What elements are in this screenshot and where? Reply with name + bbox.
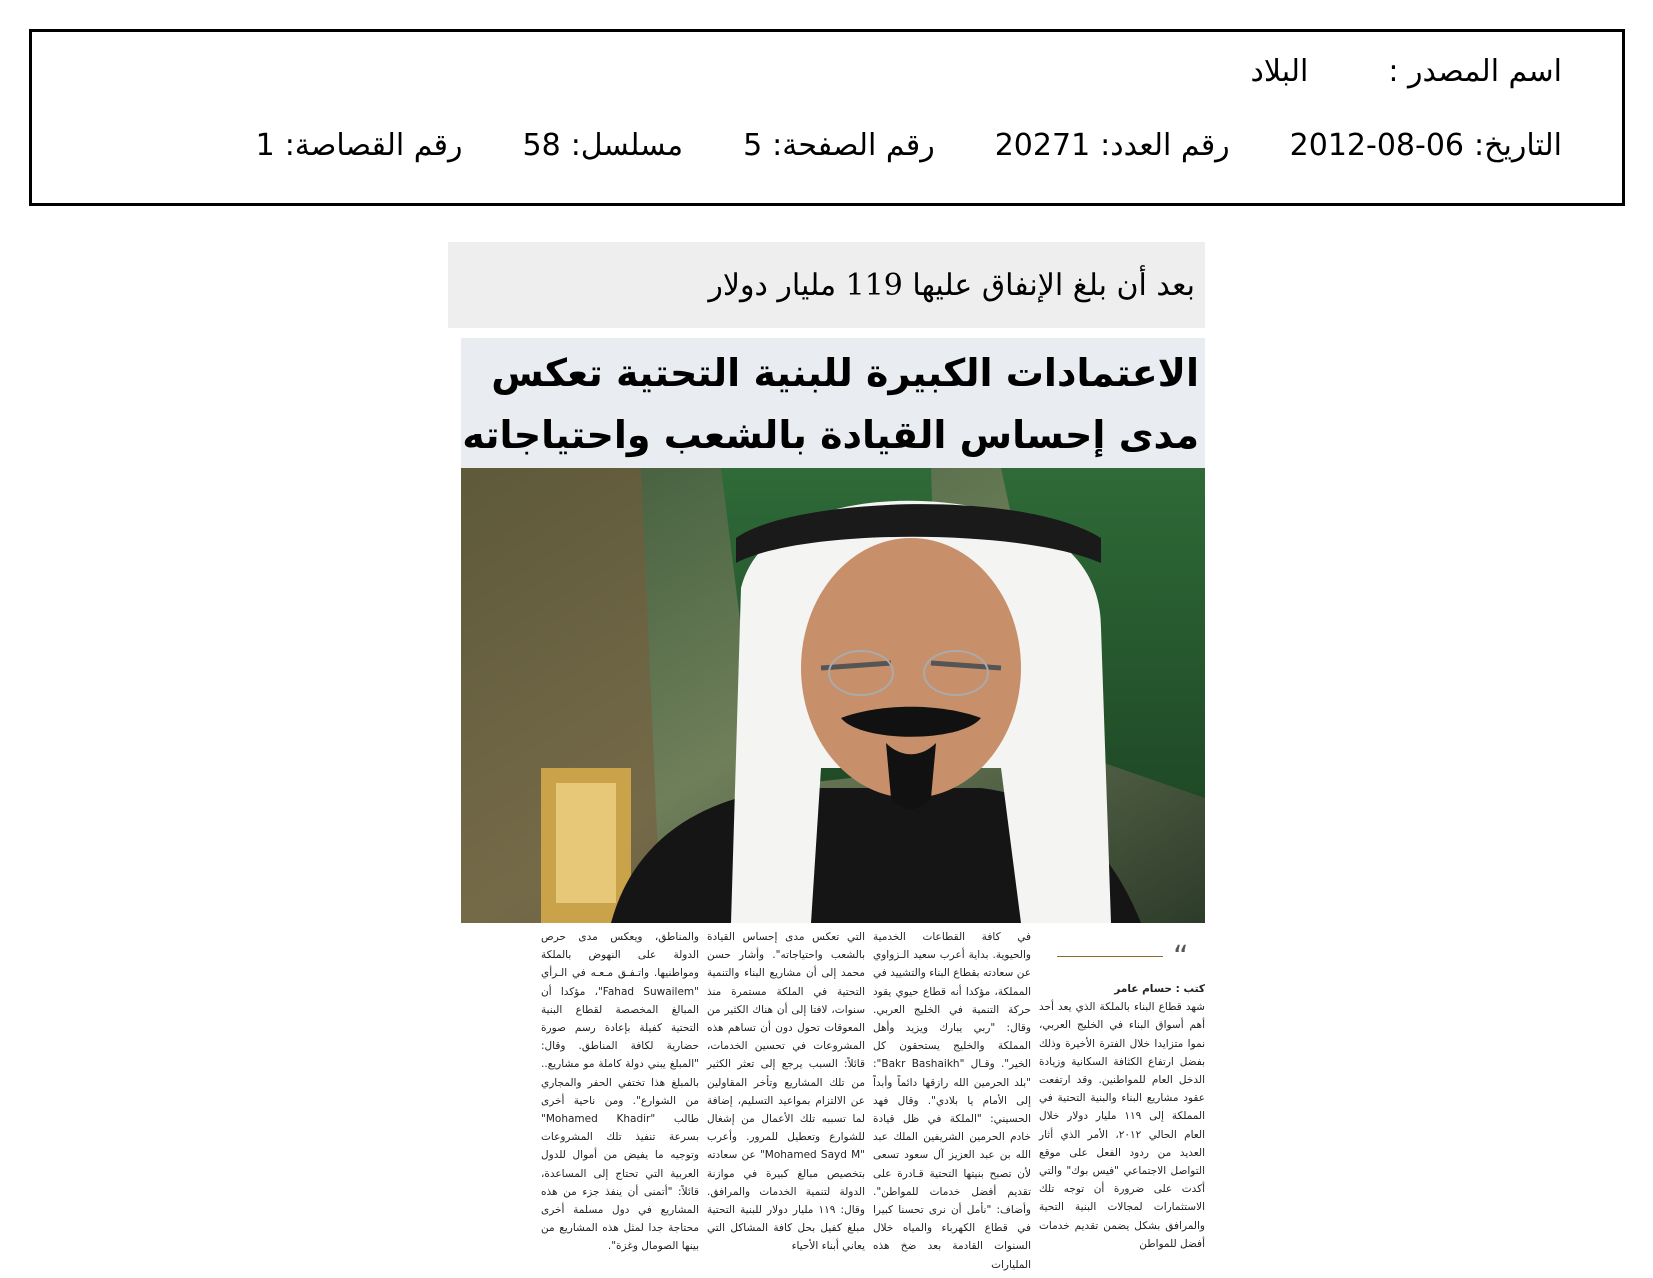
headline-line-1: الاعتمادات الكبيرة للبنية التحتية تعكس [491, 351, 1199, 395]
serial-label: مسلسل: [570, 128, 684, 163]
article-column-2: في كافة القطاعات الخدمية والحيوية. بداية أعرب سعيد الـزواوي عن سعادته بقطاع البناء والتشييد في المملكة، مؤكدا أنه قطاع حيوي يقود حركة التنمية في الخليج العربي. وقال: "ربي يبارك ويزيد وأهل المملكة والخليج يستحقون كل الخير". وقـال "Bakr Bashaikh": "بلد الحرمين الله رازقها دائماً وأبداً إلى الأمام يا بلادي". وقال فهد الحسيني: "الملكة في ظل قيادة خادم الحرمين الشريفين الملك عبد الله بن عبد العزيز آل سعود تسعى لأن تصبح بنيتها التحتية قـادرة على تقديم أفضل خدمات للمواطن". وأضاف: "نأمل أن نرى تحسنا كبيرا في قطاع الكهرباء والمياه خلال السنوات القادمة بعد ضخ هذه المليارات [873, 931, 1031, 1271]
date-value: 2012-08-06 [1289, 128, 1465, 163]
source-field [1388, 54, 1562, 89]
article-column-4: والمناطق، ويعكس مدى حرص الدولة على النهوض بالملكة ومواطنيها. واتـفـق مـعـه في الـرأي "Fahad Suwailem"، مؤكدا أن المبالغ المخصصة لقطاع البنية التحتية كفيلة بإعادة رسم صورة حضارية لكافة المناطق. وقال: "المبلغ يبني دولة كاملة مو مشاريع.. بالمبلغ هذا تختفي الحفر والمجاري من الشوارع". ومن ناحية أخرى طالب "Mohamed Khadir" بسرعة تنفيذ تلك المشروعات وتوجيه ما يفيض من أموال للدول العربية التي تحتاج إلى المساعدة، قائلاً: "أتمنى أن ينفذ جزء من هذه المشاريع في دول مسلمة أخرى محتاجة جدا لمثل هذه المشاريع من بينها الصومال وغزة". [541, 931, 700, 1253]
article-headline [461, 338, 1205, 468]
meta-row-source [1251, 54, 1562, 89]
article-column-3: التي تعكس مدى إحساس القيادة بالشعب واحتياجاته". وأشار حسن محمد إلى أن مشاريع البناء والتنمية التحتية في الملكة مستمرة منذ سنوات، لافتا إلى أن هناك الكثير من المعوقات تحول دون أن تساهم هذه المشروعات في تحسين الخدمات، قائلاً: السبب يرجع إلى تعثر الكثير من تلك المشاريع وتأخر المقاولين عن الالتزام بمواعيد التسليم، إضافة لما تسببه تلك الأعمال من إشغال للشوارع وتعطيل للمرور. وأعرب "Mohamed Sayd M" عن سعادته بتخصيص مبالغ كبيرة في موازنة الدولة لتنمية الخدمات والمرافق. وقال: ١١٩ مليار دولار للبنية التحتية مبلغ كفيل بحل كافة المشاكل التي يعاني أبناء الأحياء [707, 931, 865, 1253]
page-label: رقم الصفحة: [772, 128, 935, 163]
page-field [743, 128, 935, 163]
article-body [461, 928, 1205, 1271]
article-photo [461, 468, 1205, 923]
column-1-text: شهد قطاع البناء بالملكة الذي يعد أحد أهم أسواق البناء في الخليج العربي، نموا متزايدا خلال الفترة الأخيرة وذلك بفضل ارتفاع الكثافة السكانية وزيادة الدخل العام للمواطنين. وقد ارتفعت عقود مشاريع البناء والبنية التحتية في المملكة إلى ١١٩ مليار دولار خلال العام الحالي ٢٠١٢، الأمر الذي أثار العديد من ردود الفعل على موقع التواصل الاجتماعي "فيس بوك" والتي أكدت على ضرورة أن توجه تلك الاستثمارات لمجالات البنية التحية والمرافق بشكل يضمن تقديم خدمات أفضل للمواطن [1039, 1001, 1205, 1250]
source-value: البلاد [1250, 54, 1309, 89]
clip-number-label: رقم القصاصة: [284, 128, 463, 163]
page-value: 5 [743, 128, 763, 163]
serial-field [523, 128, 684, 163]
clip-number-field [256, 128, 463, 163]
article-kicker: بعد أن بلغ الإنفاق عليها 119 مليار دولار [448, 242, 1205, 328]
date-field [1290, 128, 1562, 163]
meta-row-details [196, 128, 1562, 163]
date-label: التاريخ: [1474, 128, 1562, 163]
headline-line-2: مدى إحساس القيادة بالشعب واحتياجاته [462, 413, 1199, 457]
quote-mark-icon: “ [1173, 940, 1189, 975]
issue-value: 20271 [994, 128, 1091, 163]
source-label: اسم المصدر : [1388, 54, 1562, 89]
serial-value: 58 [522, 128, 561, 163]
issue-field [995, 128, 1230, 163]
article-byline: كتب : حسام عامر [1114, 983, 1205, 995]
newspaper-clipping [448, 238, 1205, 1271]
clipping-metadata-box [29, 29, 1625, 206]
clip-number-value: 1 [255, 128, 275, 163]
portrait-photo-illustration [461, 468, 1205, 923]
issue-label: رقم العدد: [1100, 128, 1230, 163]
article-column-1 [1039, 928, 1205, 1250]
source-value-field [1251, 54, 1309, 89]
